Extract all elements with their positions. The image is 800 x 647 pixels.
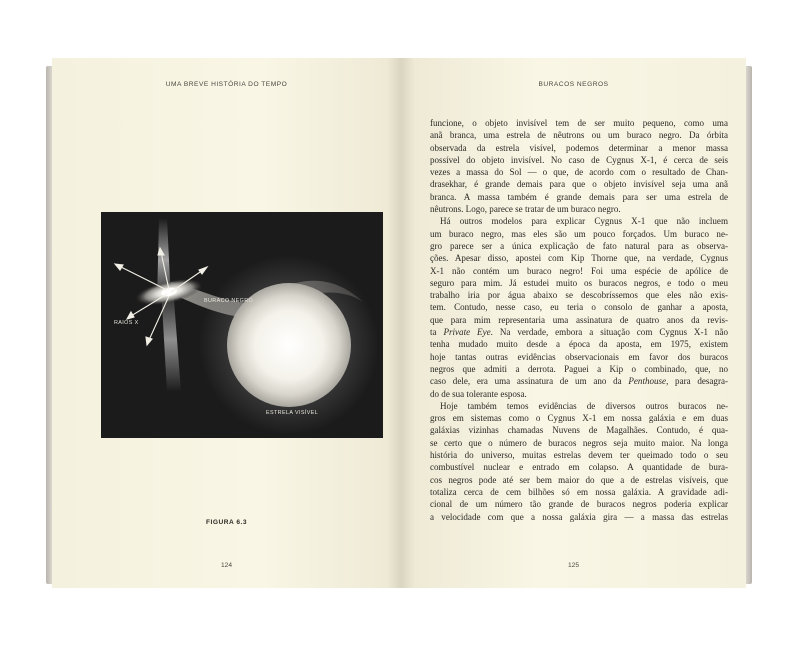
text-segment: negros que admiti a derrota. Paguei a Kip o combinado, que, no [430,363,728,374]
text-line [430,363,728,375]
text-segment: branca. A massa também é grande demais para ser uma estrela de [430,191,728,202]
text-segment: combustível nuclear e entrado em colapso. A quantidade de bura- [430,462,728,473]
text-line [430,240,728,252]
italic-title: Private Eye [443,327,491,338]
text-segment: história do universo, muitas estrelas devem ter queimado todo o seu [430,450,728,461]
text-line [430,154,728,166]
black-hole-illustration [101,212,383,438]
text-line [430,277,728,289]
right-running-head: BURACOS NEGROS [538,81,609,88]
text-line [430,400,728,412]
text-line [430,486,728,498]
text-line [430,314,728,326]
text-segment: cional de um número tão grande de buracos negros poderia explicar [430,499,728,510]
label-black-hole: BURACO NEGRO [204,298,254,304]
left-page [52,58,401,588]
text-segment: se certo que o número de buracos negros seja muito maior. Na longa [430,437,728,448]
text-line [430,424,728,436]
text-line [430,301,728,313]
text-line [430,289,728,301]
text-line [430,129,728,141]
right-page-number: 125 [567,562,579,569]
text-line [430,166,728,178]
text-line [430,265,728,277]
text-line [430,388,728,400]
text-line [430,449,728,461]
italic-title: Penthouse [628,376,667,387]
text-segment: vezes a massa do Sol — o que, de acordo com o resultado de Chan- [430,167,728,178]
text-line [430,412,728,424]
text-line [430,338,728,350]
text-segment: ções. Apesar disso, apostei com Kip Thorne que, na verdade, Cygnus [430,253,728,264]
text-line [430,326,728,338]
text-segment: totaliza cerca de cem bilhões só em nossa galáxia. A gravidade adi- [430,486,728,497]
open-book [46,58,752,588]
text-segment: galáxias vizinhas chamadas Nuvens de Magalhães. Contudo, é qua- [430,425,728,436]
text-segment: possível do objeto invisível. No caso de Cygnus X-1, é cerca de seis [430,154,728,165]
text-segment: Hoje também temos evidências de diversos outros buracos ne- [440,400,728,411]
text-segment: caso dele, era uma assinatura de um ano da [430,376,629,387]
text-segment: anã branca, uma estrela de nêutrons ou um buraco negro. Da órbita [430,130,728,141]
text-line [430,498,728,510]
text-line [430,375,728,387]
text-segment: drasekhar, é grande demais para que o objeto invisível seja uma anã [430,179,728,190]
text-segment: observada da estrela visível, podemos determinar a menor massa [430,142,728,153]
text-segment: nêutrons. Logo, parece se tratar de um buraco negro. [430,204,621,215]
text-segment: cos negros pode até ser bem maior do que a de estrelas visíveis, que [430,474,728,485]
text-line [430,142,728,154]
label-xrays: RAIOS X [114,320,139,326]
text-line [430,461,728,473]
text-line [430,178,728,190]
text-line [430,511,728,523]
text-segment: tenha mudado muito desde a época da aposta, em 1975, existem [430,339,728,350]
text-segment: gro parece ser a única explicação de fato natural para as observa- [430,240,728,251]
text-line [430,117,728,129]
figure-illustration [101,212,383,438]
text-segment: que para mim representaria uma assinatura de quatro anos da revis- [430,314,728,325]
left-page-number: 124 [220,562,232,569]
text-segment: seguro para mim. Já estudei muito os buracos negros, e todo o meu [430,277,728,288]
text-segment: Há outros modelos para explicar Cygnus X-1 que não incluem [440,216,728,227]
text-segment: ta [430,327,444,338]
text-segment: gros em sistemas como o Cygnus X-1 em nossa galáxia e em duas [430,413,728,424]
text-line [430,191,728,203]
text-line [430,437,728,449]
text-segment: trabalho iria por água abaixo se descobríssemos que eles não exis- [430,290,728,301]
text-segment: , para desagra- [666,376,728,387]
text-segment: tem. Contudo, nesse caso, eu teria o consolo de ganhar a aposta, [430,302,728,313]
text-line [430,203,728,215]
text-line [430,474,728,486]
text-segment: a velocidade com que a nossa galáxia gira — a massa das estrelas [430,511,728,522]
text-segment: do de sua tolerante esposa. [430,388,527,399]
text-line [430,351,728,363]
body-text [430,117,728,523]
text-segment: . Na verdade, embora a situação com Cygnus X-1 não [490,327,728,338]
text-line [430,252,728,264]
text-segment: funcione, o objeto invisível tem de ser muito pequeno, como uma [430,118,728,128]
label-visible-star: ESTRELA VISÍVEL [266,410,319,416]
text-segment: hoje tantas outras evidências observacionais em favor dos buracos [430,351,728,362]
text-line [430,228,728,240]
text-segment: X-1 não contém um buraco negro! Foi uma espécie de apólice de [430,265,728,276]
text-line [430,215,728,227]
right-page [401,58,746,588]
left-running-head: UMA BREVE HISTÓRIA DO TEMPO [165,81,288,88]
text-segment: um buraco negro, mas eles são um pouco forçados. Um buraco ne- [430,228,728,239]
figure-caption: FIGURA 6.3 [205,519,248,526]
